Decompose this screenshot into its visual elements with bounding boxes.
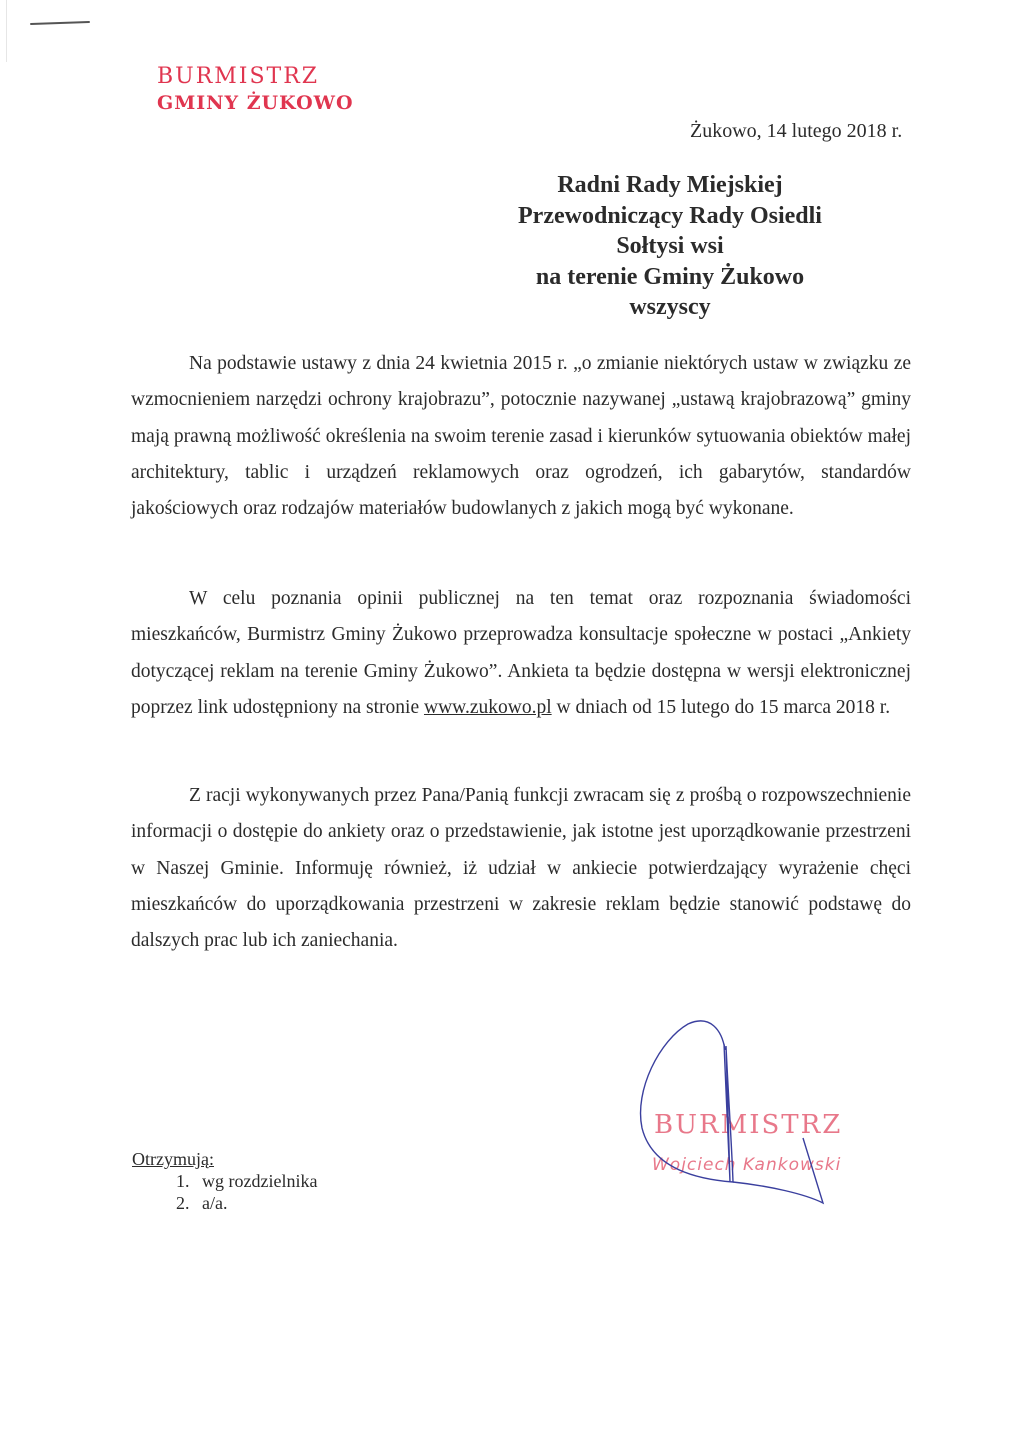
pen-mark xyxy=(30,21,90,25)
paragraph-text-after-link: w dniach od 15 lutego do 15 marca 2018 r. xyxy=(551,696,891,718)
handwritten-signature-icon xyxy=(620,1010,860,1220)
header-stamp-title: BURMISTRZ xyxy=(157,64,320,89)
recipients-block xyxy=(132,1148,317,1214)
header-stamp xyxy=(157,66,354,113)
addressee-line: Przewodniczący Rady Osiedli xyxy=(518,202,822,229)
signature-block xyxy=(620,1010,860,1220)
recipient-item: 2. a/a. xyxy=(194,1192,317,1214)
paragraph-text: Na podstawie ustawy z dnia 24 kwietnia 2015 r. „o zmianie niektórych ustaw w związku ze wzmocnieniem narzędzi ochrony krajobrazu”, potocznie nazywanej „ustawą krajobrazową” gminy mają prawną możliwość określenia na swoim terenie zasad i kierunków sytuowania obiektów małej architektury, tablic i urządzeń reklamowych oraz ogrodzeń, ich gabarytów, standardów jakościowych oraz rodzajów materiałów budowlanych z jakich mogą być wykonane. xyxy=(131,353,911,520)
body-paragraph-2 xyxy=(131,581,911,726)
addressee-block xyxy=(390,170,950,323)
website-link[interactable]: www.zukowo.pl xyxy=(423,696,552,718)
recipients-title: Otrzymują: xyxy=(132,1149,214,1169)
signature-stamp-title: BURMISTRZ xyxy=(654,1110,843,1140)
addressee-line: Sołtysi wsi xyxy=(616,233,724,259)
addressee-line: wszyscy xyxy=(629,294,711,320)
header-stamp-municipality: GMINY ŻUKOWO xyxy=(157,92,354,114)
body-paragraph-3 xyxy=(131,778,911,959)
recipient-item: 1. wg rozdzielnika xyxy=(194,1170,317,1192)
body-paragraph-1 xyxy=(131,346,911,527)
paragraph-text-before-link: W celu poznania opinii publicznej na ten temat oraz rozpoznania świadomości mieszkańców, Burmistrz Gminy Żukowo przeprowadza konsultacje społeczne w postaci „Ankiety dotyczącej reklam na terenie Gminy Żukowo”. Ankieta ta będzie dostępna w wersji elektronicznej poprzez link udostępniony na stronie xyxy=(131,588,911,718)
addressee-line: na terenie Gminy Żukowo xyxy=(535,263,805,290)
recipients-list xyxy=(132,1170,317,1214)
addressee-line: Radni Rady Miejskiej xyxy=(557,172,783,198)
paragraph-text: Z racji wykonywanych przez Pana/Panią funkcji zwracam się z prośbą o rozpowszechnienie informacji o dostępie do ankiety oraz o przedstawienie, jak istotne jest uporządkowanie przestrzeni w Naszej Gminie. Informuję również, iż udział w ankiecie potwierdzający wyrażenie chęci mieszkańców do uporządkowania przestrzeni w zakresie reklam będzie stanowić podstawę do dalszych prac lub ich zaniechania. xyxy=(131,785,911,952)
letter-date: Żukowo, 14 lutego 2018 r. xyxy=(690,120,903,142)
signature-stamp-name: Wojciech Kankowski xyxy=(652,1155,842,1175)
paragraph-text xyxy=(131,581,911,726)
scan-page-edge xyxy=(6,0,7,62)
